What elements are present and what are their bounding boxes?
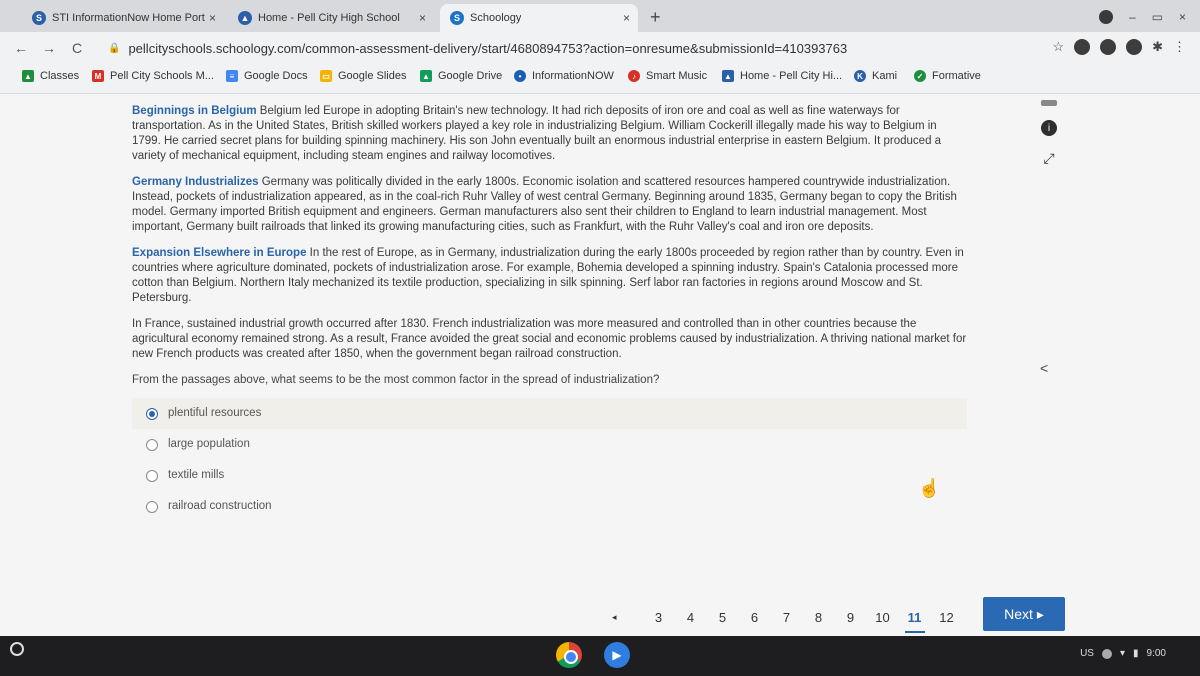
answer-label: plentiful resources <box>168 407 262 419</box>
account-icon <box>1102 649 1112 659</box>
tab-pell-city-high-school[interactable] <box>228 4 434 32</box>
smartmusic-icon: ♪ <box>628 70 640 82</box>
extension-icon[interactable] <box>1074 39 1090 55</box>
paragraph-heading: Beginnings in Belgium <box>132 105 257 117</box>
bookmark-pell-city-mail[interactable] <box>92 70 214 82</box>
extension-icon[interactable] <box>1100 39 1116 55</box>
page-link-9[interactable]: 9 <box>846 609 855 625</box>
tool-rail <box>1034 100 1064 180</box>
star-icon[interactable]: ☆ <box>1052 39 1065 54</box>
question-prompt: From the passages above, what seems to be the most common factor in the spread of industrialization? <box>132 374 660 386</box>
minimize-icon[interactable]: – <box>1128 10 1136 24</box>
schoology-icon: S <box>450 11 464 25</box>
bookmark-label: Classes <box>40 70 80 82</box>
question-pagination <box>612 599 963 635</box>
os-shelf <box>0 636 1200 676</box>
bookmark-pell-city-home[interactable] <box>722 70 842 82</box>
battery-icon: ▮ <box>1133 648 1139 659</box>
tab-strip <box>0 0 1200 32</box>
collapse-panel-button[interactable]: < <box>1040 360 1049 376</box>
drive-icon: ▲ <box>420 70 432 82</box>
launcher-icon[interactable] <box>10 642 24 656</box>
puzzle-icon[interactable]: ✱ <box>1152 39 1163 54</box>
classroom-icon: ▲ <box>22 70 34 82</box>
bookmarks-bar <box>0 64 1200 94</box>
radio-button[interactable] <box>146 501 158 513</box>
passage-paragraph <box>132 246 967 306</box>
extension-icon[interactable] <box>1126 39 1142 55</box>
bookmark-label: Google Docs <box>244 70 308 82</box>
paragraph-heading: Expansion Elsewhere in Europe <box>132 247 307 259</box>
bookmark-label: Smart Music <box>646 70 708 82</box>
bookmark-label: Google Slides <box>338 70 407 82</box>
chrome-icon[interactable] <box>556 642 582 668</box>
docs-icon: ≡ <box>226 70 238 82</box>
passage-paragraph <box>132 175 967 235</box>
new-tab-button[interactable]: + <box>650 7 661 27</box>
wifi-icon: ▾ <box>1119 648 1126 659</box>
clock: 9:00 <box>1146 648 1166 659</box>
reload-button[interactable]: C <box>71 40 83 56</box>
bookmark-smart-music[interactable] <box>628 70 707 82</box>
expand-icon[interactable]: ⤢ <box>1043 149 1055 166</box>
bookmark-google-drive[interactable] <box>420 70 502 82</box>
assessment-page <box>0 94 1200 636</box>
answer-label: textile mills <box>168 469 225 481</box>
answer-label: large population <box>168 438 250 450</box>
profile-icon[interactable] <box>1099 10 1113 24</box>
browser-toolbar <box>0 32 1200 64</box>
bookmark-google-docs[interactable] <box>226 70 308 82</box>
page-link-5[interactable]: 5 <box>718 609 727 625</box>
answer-label: railroad construction <box>168 500 272 512</box>
tab-schoology[interactable] <box>440 4 638 32</box>
passage-paragraph <box>132 104 967 164</box>
page-link-10[interactable]: 10 <box>875 609 890 625</box>
drag-handle-icon[interactable] <box>1041 100 1057 106</box>
paragraph-text: Germany was politically divided in the early 1800s. Economic isolation and scattered resources hampered countrywide industrialization. Instead, pockets of industrialization appeared, as in the coal-rich Ruhr Valley of west central Germany. Beginning around 1835, Germany began to copy the British model. Germany imported British equipment and engineers. German manufacturers also sent their children to England to learn industrial management. Most important, Germany built railroads that linked its growing manufacturing cities, such as Frankfurt, with the Ruhr Valley's coal and iron ore deposits. <box>132 176 957 233</box>
bookmark-label: Home - Pell City Hi... <box>740 70 843 82</box>
close-icon[interactable]: × <box>622 11 630 25</box>
close-icon[interactable]: × <box>418 11 426 25</box>
page-link-11-current[interactable]: 11 <box>899 610 931 625</box>
play-store-icon[interactable]: ▶ <box>604 642 630 668</box>
bookmark-label: Pell City Schools M... <box>110 70 214 82</box>
page-link-7[interactable]: 7 <box>782 609 791 625</box>
tab-sti-informationnow[interactable] <box>22 4 224 32</box>
slides-icon: ▭ <box>320 70 332 82</box>
answer-option-railroad-construction[interactable] <box>132 491 967 522</box>
previous-page-icon[interactable]: ◂ <box>612 611 617 622</box>
paragraph-text: In the rest of Europe, as in Germany, industrialization during the early 1800s proceeded by region rather than by country. Even in countries where agriculture dominated, pockets of industrialization arose. For example, Bohemia developed a spinning industry. Spain's Catalonia processed more cotton than Belgium. Northern Italy mechanized its textile production, specializing in silk spinning. Serf labor ran factories in regions around Moscow and St. Petersburg. <box>132 247 964 304</box>
bookmark-google-slides[interactable] <box>320 70 407 82</box>
tab-label: Schoology <box>470 12 522 24</box>
radio-button[interactable] <box>146 408 158 420</box>
close-icon[interactable]: × <box>208 11 216 25</box>
kami-icon: K <box>854 70 866 82</box>
paragraph-text: In France, sustained industrial growth occurred after 1830. French industrialization was more measured and controlled than in other countries because the agricultural economy remained strong. As a result, France avoided the great social and economic problems caused by industrialization. A thriving national market for new French products was created after 1850, when the government began railroad construction. <box>132 318 967 360</box>
bookmark-classes[interactable] <box>22 70 79 82</box>
bookmark-kami[interactable] <box>854 70 897 82</box>
bookmark-label: Kami <box>872 70 898 82</box>
info-icon[interactable]: i <box>1041 120 1057 136</box>
close-window-icon[interactable]: × <box>1178 10 1186 24</box>
school-icon: ▲ <box>722 70 734 82</box>
page-link-12[interactable]: 12 <box>939 609 954 625</box>
back-button[interactable]: ← <box>14 40 28 56</box>
url-text: pellcityschools.schoology.com/common-assessment-delivery/start/4680894753?action=onresume&submissionId=410393763 <box>128 40 848 56</box>
paragraph-text: Belgium led Europe in adopting Britain's new technology. It had rich deposits of iron ore and coal as well as fine waterways for transportation. As in the United States, British skilled workers played a key role in industrializing Belgium. William Cockerill illegally made his way to Belgium in 1799. He carried secret plans for building spinning machinery. His son John eventually built an enormous industrial enterprise in eastern Belgium. It produced a variety of mechanical equipment, including steam engines and railway locomotives. <box>132 105 942 162</box>
page-link-3[interactable]: 3 <box>654 609 663 625</box>
next-button[interactable]: Next ▸ <box>983 597 1065 631</box>
gmail-icon: M <box>92 70 104 82</box>
question-content <box>132 104 967 522</box>
locale-indicator: US <box>1080 648 1094 659</box>
answer-option-large-population[interactable] <box>132 429 967 460</box>
menu-icon[interactable]: ⋮ <box>1173 39 1186 54</box>
radio-button[interactable] <box>146 470 158 482</box>
informationnow-icon: • <box>514 70 526 82</box>
formative-icon: ✓ <box>914 70 926 82</box>
page-link-8[interactable]: 8 <box>814 609 823 625</box>
lock-icon: 🔒 <box>108 42 121 54</box>
bookmark-label: InformationNOW <box>532 70 614 82</box>
hand-cursor-icon: ☝ <box>918 478 941 498</box>
status-tray[interactable] <box>1080 648 1166 659</box>
address-bar[interactable] <box>108 36 1038 60</box>
forward-button[interactable]: → <box>42 40 56 56</box>
toolbar-actions <box>1052 39 1186 55</box>
window-controls <box>1099 10 1186 24</box>
page-link-6[interactable]: 6 <box>750 609 759 625</box>
radio-button[interactable] <box>146 439 158 451</box>
sti-icon: S <box>32 11 46 25</box>
tab-label: STI InformationNow Home Port <box>52 12 205 24</box>
bookmark-formative[interactable] <box>914 70 981 82</box>
tab-label: Home - Pell City High School <box>258 12 400 24</box>
page-link-4[interactable]: 4 <box>686 609 695 625</box>
bookmark-label: Google Drive <box>438 70 503 82</box>
restore-icon[interactable]: ▭ <box>1151 10 1163 24</box>
bookmark-informationnow[interactable] <box>514 70 614 82</box>
answer-option-textile-mills[interactable] <box>132 460 967 491</box>
passage-paragraph <box>132 317 967 362</box>
answer-option-plentiful-resources[interactable] <box>132 398 967 429</box>
paragraph-heading: Germany Industrializes <box>132 176 259 188</box>
school-icon: ▲ <box>238 11 252 25</box>
bookmark-label: Formative <box>932 70 981 82</box>
